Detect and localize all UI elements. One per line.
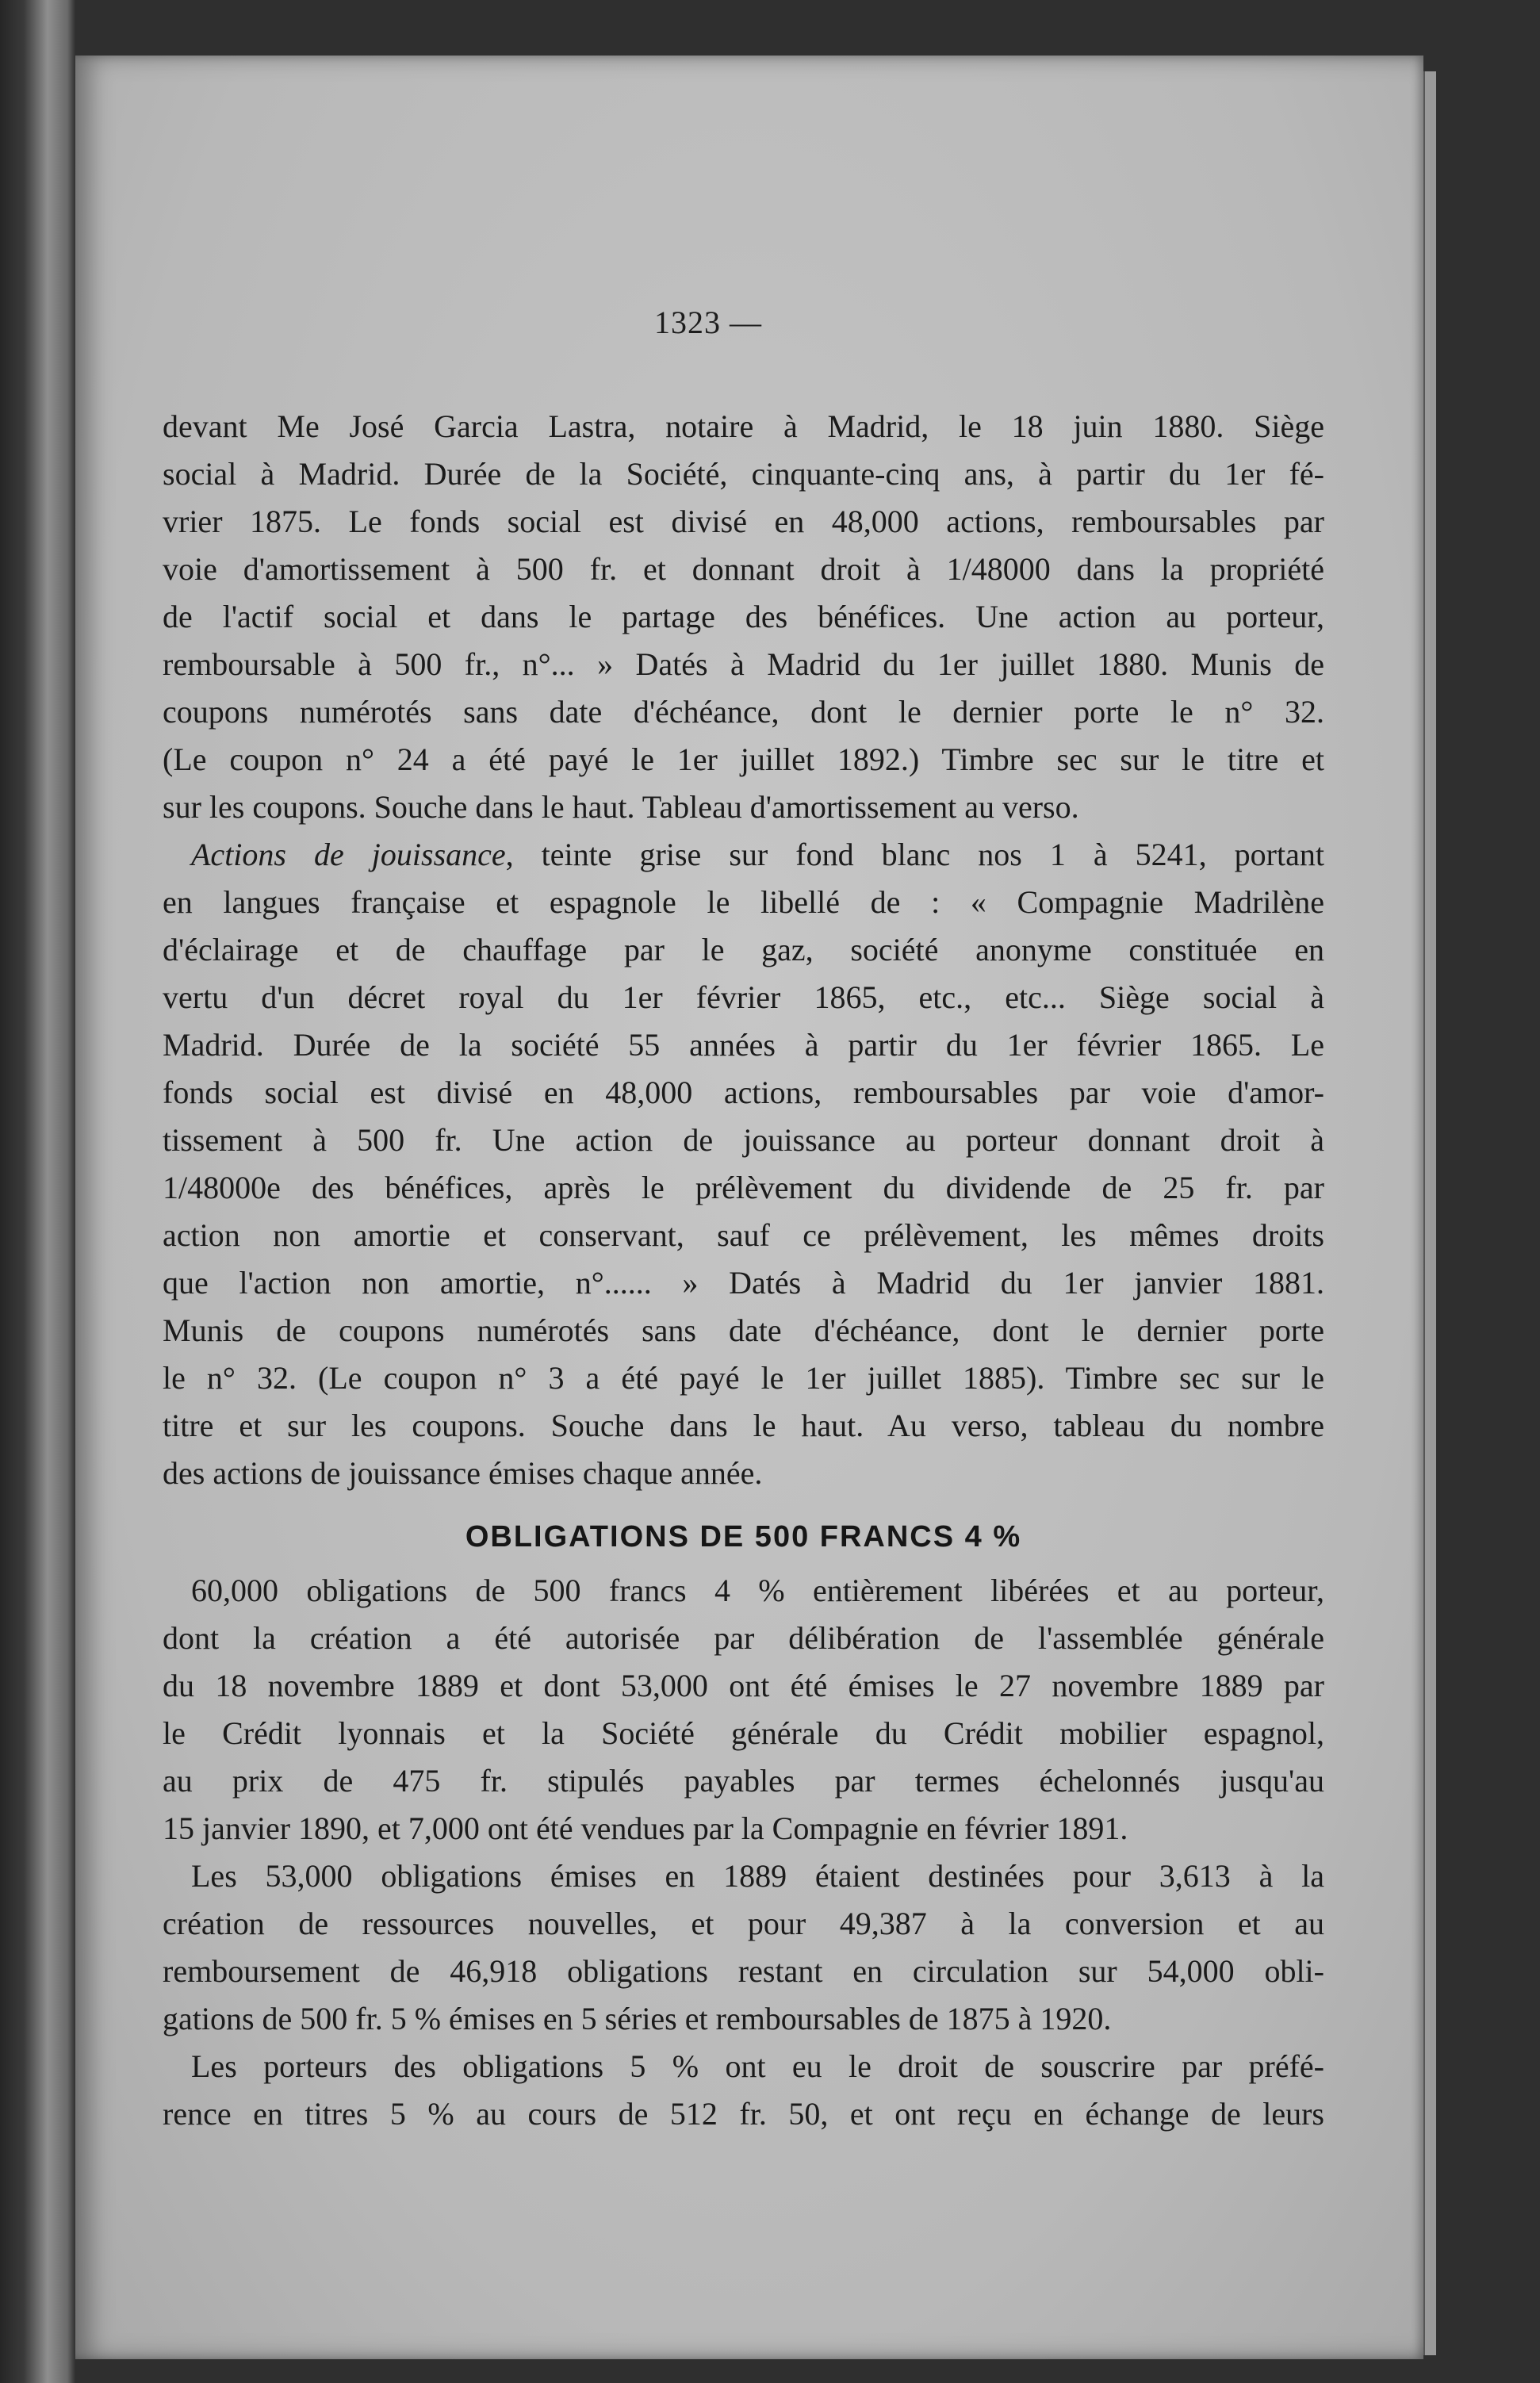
text-line: Les 53,000 obligations émises en 1889 étaient destinées pour 3,613 à la xyxy=(191,1858,1324,1894)
text-line: dont la création a été autorisée par délibération de l'assemblée générale xyxy=(163,1620,1324,1656)
text-line: remboursement de 46,918 obligations restant en circulation sur 54,000 obli- xyxy=(163,1953,1324,1989)
text-line: titre et sur les coupons. Souche dans le haut. Au verso, tableau du nombre xyxy=(163,1408,1324,1443)
text-line: création de ressources nouvelles, et pour 49,387 à la conversion et au xyxy=(163,1906,1324,1941)
text-line: du 18 novembre 1889 et dont 53,000 ont été émises le 27 novembre 1889 par xyxy=(163,1668,1324,1703)
text-line: voie d'amortissement à 500 fr. et donnant droit à 1/48000 dans la propriété xyxy=(163,551,1324,587)
text-line: tissement à 500 fr. Une action de jouissance au porteur donnant droit à xyxy=(163,1122,1324,1158)
text-line: des actions de jouissance émises chaque année. xyxy=(163,1455,763,1491)
text-line: vrier 1875. Le fonds social est divisé en 48,000 actions, remboursables par xyxy=(163,504,1324,539)
text-line: Madrid. Durée de la société 55 années à partir du 1er février 1865. Le xyxy=(163,1027,1324,1063)
text-line: sur les coupons. Souche dans le haut. Tableau d'amortissement au verso. xyxy=(163,789,1079,825)
text-line: d'éclairage et de chauffage par le gaz, société anonyme constituée en xyxy=(163,932,1324,967)
text-line: Les porteurs des obligations 5 % ont eu le droit de souscrire par préfé- xyxy=(191,2048,1324,2084)
text-line: vertu d'un décret royal du 1er février 1865, etc., etc... Siège social à xyxy=(163,979,1324,1015)
text-line: devant Me José Garcia Lastra, notaire à Madrid, le 18 juin 1880. Siège xyxy=(163,408,1324,444)
text-line: 60,000 obligations de 500 francs 4 % entièrement libérées et au porteur, xyxy=(191,1573,1324,1608)
text-line: social à Madrid. Durée de la Société, cinquante-cinq ans, à partir du 1er fé- xyxy=(163,456,1324,492)
text-line: fonds social est divisé en 48,000 actions, remboursables par voie d'amor- xyxy=(163,1075,1324,1110)
text-span: , teinte grise sur fond blanc nos 1 à 5241, portant xyxy=(505,837,1324,872)
text-line: au prix de 475 fr. stipulés payables par termes échelonnés jusqu'au xyxy=(163,1763,1324,1799)
paragraph-4 xyxy=(163,1852,1324,2043)
italic-lead: Actions de jouissance xyxy=(191,837,506,872)
text-line: 15 janvier 1890, et 7,000 ont été vendues par la Compagnie en février 1891. xyxy=(163,1810,1128,1846)
text-line: coupons numérotés sans date d'échéance, dont le dernier porte le n° 32. xyxy=(163,694,1324,730)
text-line: le n° 32. (Le coupon n° 3 a été payé le 1er juillet 1885). Timbre sec sur le xyxy=(163,1360,1324,1396)
text-line: Munis de coupons numérotés sans date d'échéance, dont le dernier porte xyxy=(163,1312,1324,1348)
section-heading: OBLIGATIONS DE 500 FRANCS 4 % xyxy=(465,1520,1022,1554)
text-line: en langues française et espagnole le libellé de : « Compagnie Madrilène xyxy=(163,884,1324,920)
paragraph-5 xyxy=(163,2043,1324,2138)
text-line: 1/48000e des bénéfices, après le prélèvement du dividende de 25 fr. par xyxy=(163,1170,1324,1205)
text-line xyxy=(163,831,1324,879)
text-line: rence en titres 5 % au cours de 512 fr. 50, et ont reçu en échange de leurs xyxy=(163,2096,1324,2132)
page-number: 1323 — xyxy=(654,305,762,340)
text-line: que l'action non amortie, n°...... » Datés à Madrid du 1er janvier 1881. xyxy=(163,1265,1324,1301)
text-line: (Le coupon n° 24 a été payé le 1er juillet 1892.) Timbre sec sur le titre et xyxy=(163,741,1324,777)
text-line: de l'actif social et dans le partage des bénéfices. Une action au porteur, xyxy=(163,599,1324,634)
text-line: remboursable à 500 fr., n°... » Datés à Madrid du 1er juillet 1880. Munis de xyxy=(163,646,1324,682)
paragraph-1 xyxy=(163,403,1324,831)
left-page-edge xyxy=(0,0,75,2383)
text-line: le Crédit lyonnais et la Société générale du Crédit mobilier espagnol, xyxy=(163,1715,1324,1751)
text-line: gations de 500 fr. 5 % émises en 5 séries et remboursables de 1875 à 1920. xyxy=(163,2001,1112,2036)
right-page-edge xyxy=(1423,71,1436,2355)
paragraph-3 xyxy=(163,1567,1324,1852)
paragraph-2 xyxy=(163,831,1324,1497)
text-line: action non amortie et conservant, sauf ce prélèvement, les mêmes droits xyxy=(163,1217,1324,1253)
book-page xyxy=(75,56,1423,2359)
page-body xyxy=(163,403,1324,2138)
